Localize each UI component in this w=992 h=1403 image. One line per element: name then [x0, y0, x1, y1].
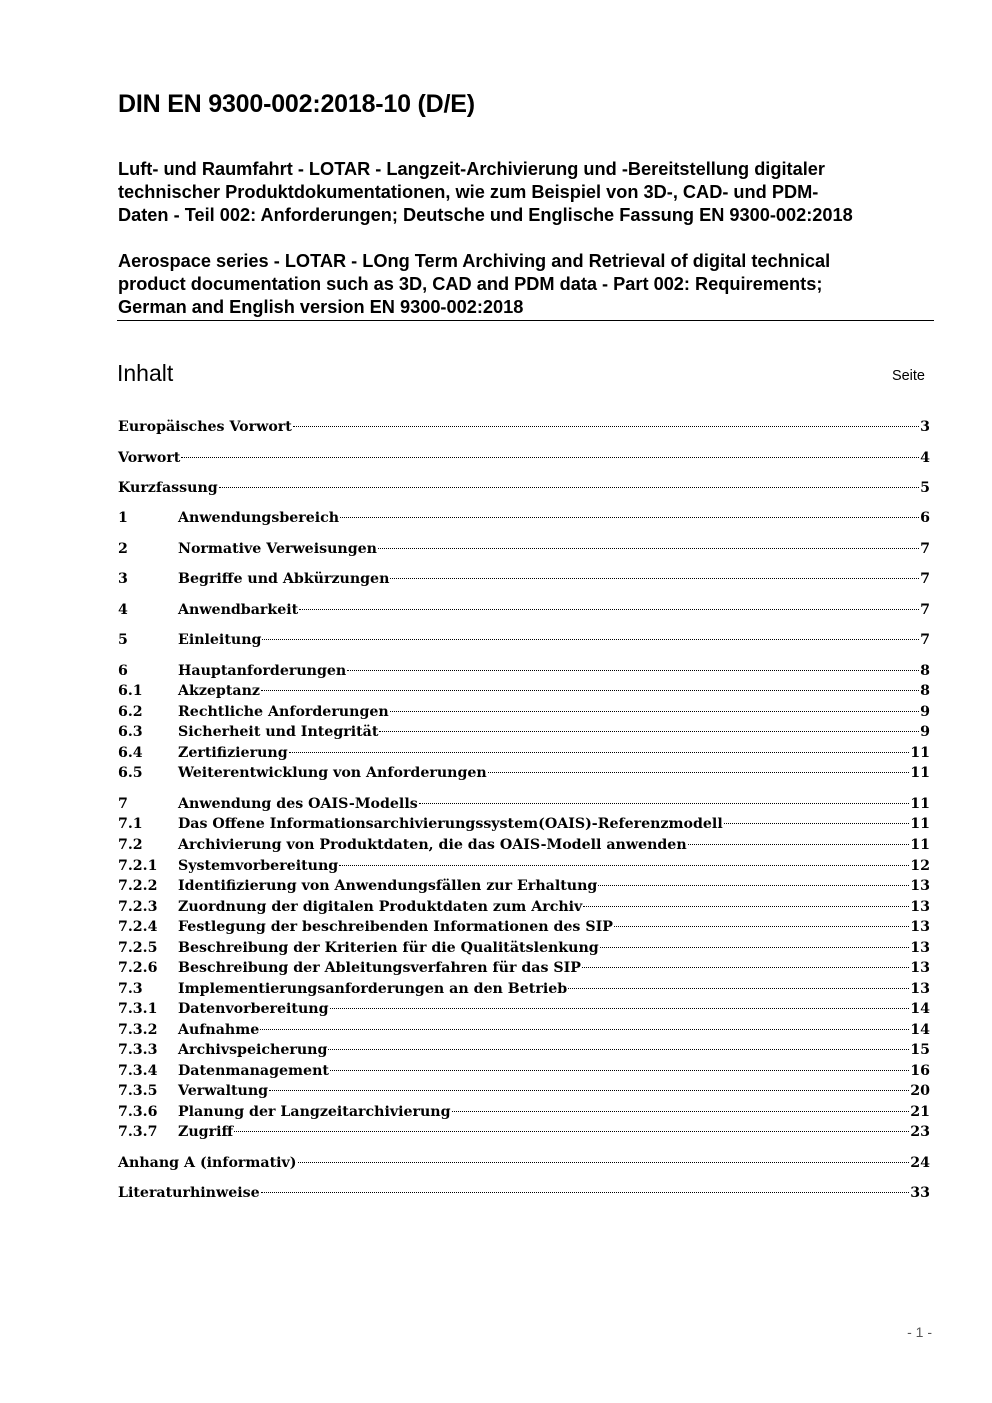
toc-entry-title: Beschreibung der Ableitungsverfahren für das SIP	[178, 960, 581, 976]
toc-entry[interactable]	[118, 794, 930, 814]
toc-dot-leader	[298, 1161, 910, 1163]
toc-entry[interactable]	[118, 630, 930, 650]
toc-dot-leader	[598, 884, 909, 886]
toc-entry-number: 6.1	[118, 683, 143, 699]
toc-entry[interactable]	[118, 681, 930, 701]
toc-dot-leader	[261, 689, 919, 691]
toc-entry-number: 7	[118, 796, 128, 812]
toc-entry-title: Kurzfassung	[118, 480, 218, 496]
toc-entry[interactable]	[118, 539, 930, 559]
toc-entry-page: 9	[920, 724, 930, 740]
toc-entry-title: Vorwort	[118, 450, 181, 466]
toc-dot-leader	[261, 1191, 910, 1193]
toc-entry[interactable]	[118, 722, 930, 742]
toc-entry-title: Festlegung der beschreibenden Informationen des SIP	[178, 919, 613, 935]
toc-entry[interactable]	[118, 1102, 930, 1122]
toc-entry[interactable]	[118, 1183, 930, 1203]
toc-entry-number: 7.1	[118, 816, 143, 832]
toc-entry[interactable]	[118, 1153, 930, 1173]
subtitle-line: Daten - Teil 002: Anforderungen; Deutsche und Englische Fassung EN 9300-002:2018	[118, 205, 853, 225]
toc-dot-leader	[299, 608, 919, 610]
toc-dot-leader	[614, 925, 909, 927]
toc-dot-leader	[260, 1028, 909, 1030]
toc-entry-title: Verwaltung	[178, 1083, 269, 1099]
toc-entry-page: 8	[920, 683, 930, 699]
toc-entry-title: Akzeptanz	[178, 683, 260, 699]
toc-entry-page: 5	[920, 480, 930, 496]
toc-entry-title: Anhang A (informativ)	[118, 1155, 297, 1171]
toc-entry[interactable]	[118, 1020, 930, 1040]
toc-entry-title: Beschreibung der Kriterien für die Qualitätslenkung	[178, 940, 599, 956]
toc-dot-leader	[262, 638, 919, 640]
toc-entry-title: Europäisches Vorwort	[118, 419, 292, 435]
toc-entry-page: 7	[920, 602, 930, 618]
toc-entry-title: Anwendung des OAIS-Modells	[178, 796, 418, 812]
toc-entry-number: 5	[118, 632, 128, 648]
toc-entry-page: 24	[910, 1155, 930, 1171]
toc-entry-page: 16	[910, 1063, 930, 1079]
toc-entry[interactable]	[118, 1040, 930, 1060]
toc-entry-page: 15	[910, 1042, 930, 1058]
toc-entry-title: Literaturhinweise	[118, 1185, 260, 1201]
toc-dot-leader	[419, 802, 910, 804]
toc-entry-page: 13	[910, 919, 930, 935]
toc-entry-page: 14	[910, 1022, 930, 1038]
toc-entry-title: Hauptanforderungen	[178, 663, 347, 679]
toc-entry-number: 7.3.2	[118, 1022, 158, 1038]
toc-entry[interactable]	[118, 569, 930, 589]
subtitle-line: German and English version EN 9300-002:2018	[118, 297, 524, 317]
subtitle-line: Aerospace series - LOTAR - LOng Term Archiving and Retrieval of digital technical	[118, 251, 831, 271]
toc-entry-title: Zugriff	[178, 1124, 234, 1140]
toc-dot-leader	[390, 577, 919, 579]
toc-entry-title: Aufnahme	[178, 1022, 260, 1038]
toc-entry[interactable]	[118, 478, 930, 498]
toc-entry-title: Datenvorbereitung	[178, 1001, 329, 1017]
toc-dot-leader	[583, 905, 909, 907]
toc-entry-page: 11	[910, 765, 930, 781]
toc-entry-page: 14	[910, 1001, 930, 1017]
toc-entry-page: 33	[910, 1185, 930, 1201]
toc-entry[interactable]	[118, 508, 930, 528]
toc-entry-number: 7.2.3	[118, 899, 158, 915]
toc-entry-page: 21	[910, 1104, 930, 1120]
subtitle-line: Luft- und Raumfahrt - LOTAR - Langzeit-Archivierung und -Bereitstellung digitaler	[118, 159, 825, 179]
toc-entry-number: 7.2.5	[118, 940, 158, 956]
toc-entry-number: 6	[118, 663, 128, 679]
toc-entry[interactable]	[118, 999, 930, 1019]
toc-page-column-label: Seite	[891, 368, 925, 384]
toc-entry[interactable]	[118, 897, 930, 917]
toc-entry-number: 7.3	[118, 981, 143, 997]
toc-entry-number: 6.3	[118, 724, 143, 740]
toc-dot-leader	[269, 1089, 909, 1091]
toc-entry[interactable]	[118, 702, 930, 722]
toc-dot-leader	[452, 1110, 910, 1112]
toc-entry[interactable]	[118, 1122, 930, 1142]
toc-entry[interactable]	[118, 600, 930, 620]
toc-entry-page: 13	[910, 878, 930, 894]
toc-entry-number: 3	[118, 571, 128, 587]
toc-entry-page: 13	[910, 899, 930, 915]
toc-entry-number: 7.3.4	[118, 1063, 158, 1079]
toc-entry-page: 13	[910, 960, 930, 976]
toc-entry-number: 7.3.6	[118, 1104, 158, 1120]
toc-entry-page: 7	[920, 632, 930, 648]
toc-entry-title: Zertifizierung	[178, 745, 288, 761]
toc-entry-page: 23	[910, 1124, 930, 1140]
toc-entry-title: Rechtliche Anforderungen	[178, 704, 389, 720]
toc-entry[interactable]	[118, 1081, 930, 1101]
toc-entry-page: 12	[910, 858, 930, 874]
toc-entry-number: 4	[118, 602, 128, 618]
toc-entry-title: Das Offene Informationsarchivierungssystem(OAIS)-Referenzmodell	[178, 816, 723, 832]
toc-entry-number: 1	[118, 510, 128, 526]
toc-entry-number: 7.2.2	[118, 878, 158, 894]
toc-entry-title: Identifizierung von Anwendungsfällen zur Erhaltung	[178, 878, 598, 894]
toc-dot-leader	[488, 771, 910, 773]
toc-entry-number: 6.2	[118, 704, 143, 720]
toc-entry-title: Anwendungsbereich	[178, 510, 340, 526]
toc-entry[interactable]	[118, 979, 930, 999]
toc-entry-title: Normative Verweisungen	[178, 541, 377, 557]
toc-entry-number: 6.4	[118, 745, 143, 761]
toc-dot-leader	[347, 669, 919, 671]
toc-entry-page: 7	[920, 541, 930, 557]
toc-entry[interactable]	[118, 763, 930, 783]
toc-entry-number: 7.3.3	[118, 1042, 158, 1058]
toc-entry-page: 4	[920, 450, 930, 466]
toc-dot-leader	[600, 946, 910, 948]
subtitle-line: technischer Produktdokumentationen, wie zum Beispiel von 3D-, CAD- und PDM-	[118, 182, 819, 202]
toc-entry-number: 7.3.7	[118, 1124, 158, 1140]
toc-entry[interactable]	[118, 856, 930, 876]
table-of-contents	[118, 0, 930, 1403]
toc-entry-number: 7.2.1	[118, 858, 158, 874]
toc-entry-title: Begriffe und Abkürzungen	[178, 571, 390, 587]
toc-dot-leader	[289, 751, 910, 753]
toc-dot-leader	[340, 516, 919, 518]
toc-entry[interactable]	[118, 958, 930, 978]
toc-entry-title: Systemvorbereitung	[178, 858, 339, 874]
toc-dot-leader	[219, 486, 919, 488]
toc-entry[interactable]	[118, 417, 930, 437]
toc-entry-number: 7.3.1	[118, 1001, 158, 1017]
toc-dot-leader	[582, 966, 909, 968]
toc-dot-leader	[181, 456, 919, 458]
subtitle-line: product documentation such as 3D, CAD and PDM data - Part 002: Requirements;	[118, 274, 823, 294]
toc-entry[interactable]	[118, 917, 930, 937]
toc-entry-number: 7.2.4	[118, 919, 158, 935]
toc-entry[interactable]	[118, 835, 930, 855]
toc-entry[interactable]	[118, 743, 930, 763]
toc-entry[interactable]	[118, 1061, 930, 1081]
toc-entry-page: 11	[910, 837, 930, 853]
page-number: - 1 -	[907, 1324, 932, 1340]
toc-entry-page: 13	[910, 981, 930, 997]
toc-entry-title: Implementierungsanforderungen an den Betrieb	[178, 981, 568, 997]
toc-entry-number: 7.2	[118, 837, 143, 853]
toc-entry[interactable]	[118, 814, 930, 834]
toc-entry-page: 20	[910, 1083, 930, 1099]
toc-entry-number: 2	[118, 541, 128, 557]
toc-entry-page: 9	[920, 704, 930, 720]
toc-entry-title: Planung der Langzeitarchivierung	[178, 1104, 451, 1120]
toc-entry-title: Archivspeicherung	[178, 1042, 328, 1058]
toc-entry-number: 7.3.5	[118, 1083, 158, 1099]
toc-heading: Inhalt	[117, 360, 174, 386]
toc-entry-title: Sicherheit und Integrität	[178, 724, 379, 740]
toc-dot-leader	[379, 730, 919, 732]
toc-entry-page: 8	[920, 663, 930, 679]
toc-entry-page: 3	[920, 419, 930, 435]
toc-entry[interactable]	[118, 876, 930, 896]
toc-dot-leader	[330, 1069, 909, 1071]
toc-entry[interactable]	[118, 448, 930, 468]
toc-entry-page: 7	[920, 571, 930, 587]
toc-dot-leader	[328, 1048, 909, 1050]
toc-dot-leader	[339, 864, 909, 866]
toc-dot-leader	[390, 710, 919, 712]
toc-dot-leader	[330, 1007, 910, 1009]
toc-entry[interactable]	[118, 661, 930, 681]
toc-dot-leader	[234, 1130, 909, 1132]
toc-entry-page: 11	[910, 796, 930, 812]
document-title: DIN EN 9300-002:2018-10 (D/E)	[118, 90, 475, 118]
toc-entry-title: Archivierung von Produktdaten, die das OAIS-Modell anwenden	[178, 837, 687, 853]
toc-entry-title: Zuordnung der digitalen Produktdaten zum Archiv	[178, 899, 583, 915]
toc-dot-leader	[293, 425, 919, 427]
toc-entry-page: 11	[910, 745, 930, 761]
toc-dot-leader	[724, 822, 910, 824]
toc-entry-title: Einleitung	[178, 632, 262, 648]
toc-entry[interactable]	[118, 938, 930, 958]
toc-entry-number: 6.5	[118, 765, 143, 781]
toc-dot-leader	[378, 547, 919, 549]
toc-entry-title: Weiterentwicklung von Anforderungen	[178, 765, 487, 781]
toc-dot-leader	[568, 987, 909, 989]
toc-entry-number: 7.2.6	[118, 960, 158, 976]
toc-entry-title: Datenmanagement	[178, 1063, 329, 1079]
toc-entry-title: Anwendbarkeit	[178, 602, 299, 618]
toc-entry-page: 11	[910, 816, 930, 832]
toc-entry-page: 13	[910, 940, 930, 956]
toc-entry-page: 6	[920, 510, 930, 526]
toc-dot-leader	[688, 843, 910, 845]
